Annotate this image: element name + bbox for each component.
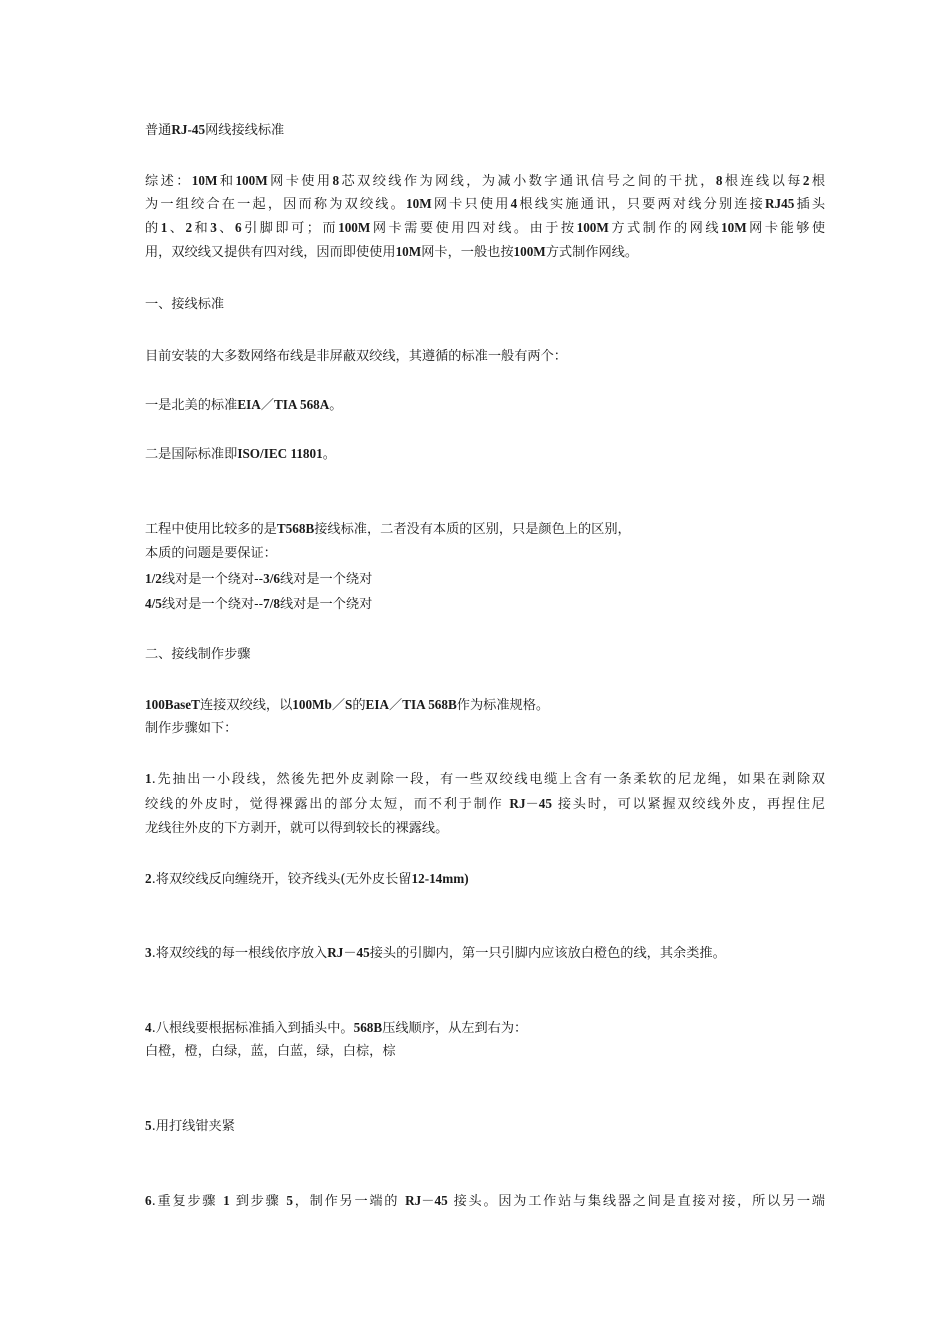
paragraph-line: 本质的问题是要保证： bbox=[145, 546, 277, 561]
step-4-line: 4.八根线要根据标准插入到插头中。568B压线顺序，从左到右为： bbox=[145, 1020, 528, 1036]
step-1-line: 1.先抽出一小段线，然後先把外皮剥除一段，有一些双绞线电缆上含有一条柔软的尼龙绳，如果在剥除双 bbox=[145, 771, 825, 787]
step-4-line: 白橙，橙，白绿，蓝，白蓝，绿，白棕，棕 bbox=[145, 1044, 396, 1059]
paragraph-line: 4/5线对是一个绕对--7/8线对是一个绕对 bbox=[145, 596, 373, 612]
step-1-line: 绞线的外皮时，觉得裸露出的部分太短，而不利于制作 RJ－45 接头时，可以紧握双绞线外皮，再捏住尼 bbox=[145, 796, 825, 812]
intro-line-2: 为一组绞合在一起，因而称为双绞线。10M网卡只使用4根线实施通讯，只要两对线分别连接RJ45插头 bbox=[145, 196, 826, 212]
section-heading-1: 一、接线标准 bbox=[145, 297, 225, 312]
paragraph-line: 制作步骤如下： bbox=[145, 721, 238, 736]
paragraph: 二是国际标准即ISO/IEC 11801。 bbox=[145, 446, 336, 462]
step-5: 5.用打线钳夹紧 bbox=[145, 1118, 235, 1134]
step-2: 2.将双绞线反向缠绕开，铰齐线头(无外皮长留12-14mm) bbox=[145, 871, 469, 887]
paragraph: 目前安装的大多数网络布线是非屏蔽双绞线，其遵循的标准一般有两个： bbox=[145, 349, 567, 364]
step-3: 3.将双绞线的每一根线依序放入RJ－45接头的引脚内，第一只引脚内应该放白橙色的线，其余类推。 bbox=[145, 945, 726, 961]
section-heading-2: 二、接线制作步骤 bbox=[145, 647, 251, 662]
intro-line-4: 用，双绞线又提供有四对线，因而即使使用10M网卡，一般也按100M方式制作网线。 bbox=[145, 244, 639, 260]
paragraph-line: 工程中使用比较多的是T568B接线标准，二者没有本质的区别，只是颜色上的区别， bbox=[145, 521, 631, 537]
paragraph-line: 100BaseT连接双绞线，以100Mb／S的EIA／TIA 568B作为标准规格。 bbox=[145, 697, 550, 713]
intro-line-1: 综述：10M和100M网卡使用8芯双绞线作为网线，为减小数字通讯信号之间的干扰，8根连线以每2根 bbox=[145, 173, 826, 189]
paragraph-line: 1/2线对是一个绕对--3/6线对是一个绕对 bbox=[145, 571, 373, 587]
step-6-line: 6.重复步骤 1 到步骤 5，制作另一端的 RJ－45 接头。因为工作站与集线器之间是直接对接，所以另一端 bbox=[145, 1193, 825, 1209]
doc-title: 普通RJ-45网线接线标准 bbox=[145, 122, 285, 138]
paragraph: 一是北美的标准EIA／TIA 568A。 bbox=[145, 397, 343, 413]
step-1-line: 龙线往外皮的下方剥开，就可以得到较长的裸露线。 bbox=[145, 821, 449, 836]
intro-line-3: 的1、2和3、6引脚即可；而100M网卡需要使用四对线。由于按100M方式制作的网线10M网卡能够使 bbox=[145, 220, 826, 236]
